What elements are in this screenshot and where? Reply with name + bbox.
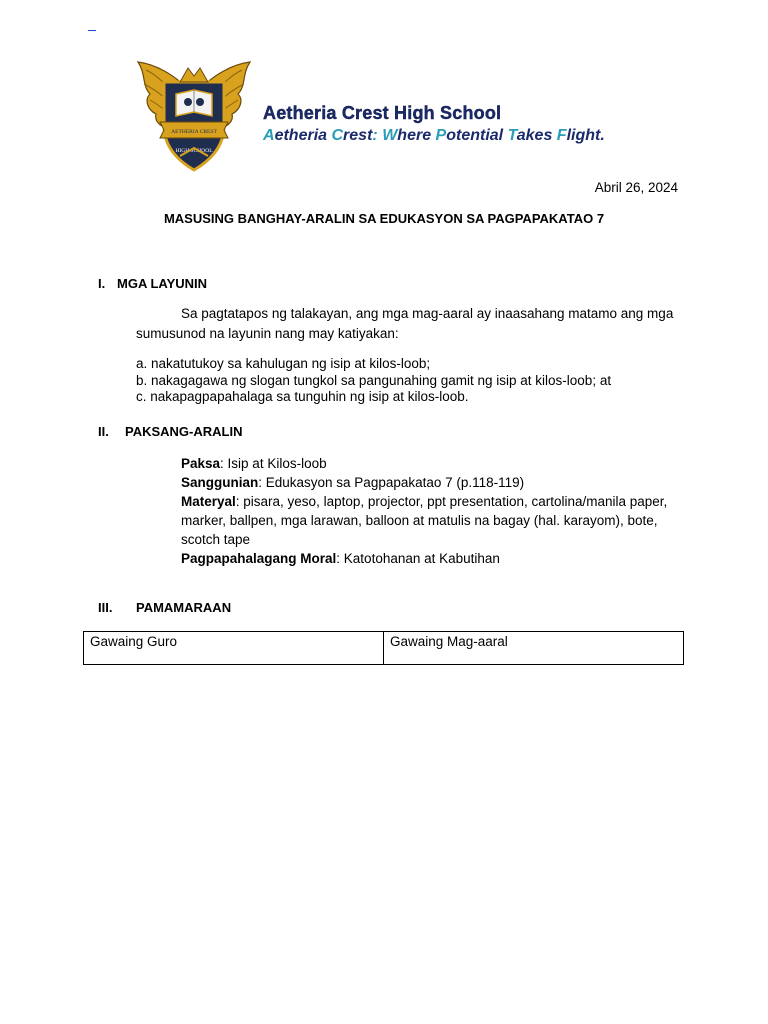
- section-number: I.: [98, 276, 106, 291]
- table-header-mag-aaral: Gawaing Mag-aaral: [384, 632, 684, 665]
- objectives-list: [136, 356, 611, 406]
- list-item: a. nakatutukoy sa kahulugan ng isip at kilos-loob;: [136, 356, 431, 371]
- sanggunian-line: [181, 473, 691, 492]
- logo-banner-text: AETHERIA CREST: [171, 129, 217, 135]
- list-item: c. nakapagpapahalaga sa tunguhin ng isip at kilos-loob.: [136, 389, 469, 404]
- objectives-intro: [136, 304, 676, 344]
- document-date: Abril 26, 2024: [594, 180, 678, 195]
- table-row: [84, 632, 684, 665]
- motto-initial: T: [507, 127, 517, 144]
- school-logo: [136, 56, 252, 176]
- section-heading-paksang-aralin: [98, 424, 242, 439]
- motto-initial: C: [331, 127, 344, 144]
- motto-word: here: [397, 127, 436, 144]
- logo-subtext: HIGH SCHOOL: [175, 148, 213, 154]
- motto-word: otential: [446, 127, 508, 144]
- materyal-value: : pisara, yeso, laptop, projector, ppt presentation, cartolina/manila paper, marker, ballpen, mga larawan, balloon at matulis na bagay (hal. karayom), bote, scotch tape: [181, 494, 668, 547]
- section-heading-pamamaraan: [98, 600, 231, 615]
- paksa-label: Paksa: [181, 456, 221, 471]
- section-number: III.: [98, 600, 113, 615]
- materyal-line: [181, 492, 691, 549]
- pamamaraan-table: [83, 631, 684, 665]
- motto-word: etheria: [274, 127, 332, 144]
- section-label: PAKSANG-ARALIN: [125, 424, 243, 439]
- document-title: MASUSING BANGHAY-ARALIN SA EDUKASYON SA PAGPAPAKATAO 7: [163, 211, 605, 226]
- list-item: b. nakagagawa ng slogan tungkol sa pangunahing gamit ng isip at kilos-loob; at: [136, 372, 612, 388]
- materyal-label: Materyal: [181, 494, 236, 509]
- school-header: [263, 103, 605, 145]
- paksa-value: : Isip at Kilos-loob: [220, 456, 327, 471]
- paksa-line: [181, 454, 691, 473]
- school-name: Aetheria Crest High School: [263, 103, 502, 123]
- motto-initial: :: [372, 127, 378, 144]
- paksang-aralin-content: [181, 454, 691, 568]
- school-motto: [263, 127, 605, 145]
- cursor-mark: [88, 20, 96, 31]
- motto-initial: P: [435, 127, 447, 144]
- motto-word: akes: [516, 127, 557, 144]
- sanggunian-value: : Edukasyon sa Pagpapakatao 7 (p.118-119): [258, 475, 525, 490]
- motto-initial: F: [556, 127, 567, 144]
- section-label: PAMAMARAAN: [136, 600, 232, 615]
- intro-text: Sa pagtatapos ng talakayan, ang mga mag-aaral ay inaasahang matamo ang mga sumusunod na layunin nang may katiyakan:: [136, 306, 674, 341]
- section-number: II.: [98, 424, 109, 439]
- motto-initial: A: [263, 127, 275, 144]
- moral-label: Pagpapahalagang Moral: [181, 551, 337, 566]
- table-header-guro: Gawaing Guro: [84, 632, 384, 665]
- section-heading-layunin: [98, 276, 207, 291]
- moral-value: : Katotohanan at Kabutihan: [336, 551, 500, 566]
- motto-word: light.: [566, 127, 605, 144]
- motto-initial: W: [382, 127, 398, 144]
- section-label: MGA LAYUNIN: [117, 276, 208, 291]
- motto-word: rest: [343, 127, 373, 144]
- moral-line: [181, 549, 691, 568]
- sanggunian-label: Sanggunian: [181, 475, 259, 490]
